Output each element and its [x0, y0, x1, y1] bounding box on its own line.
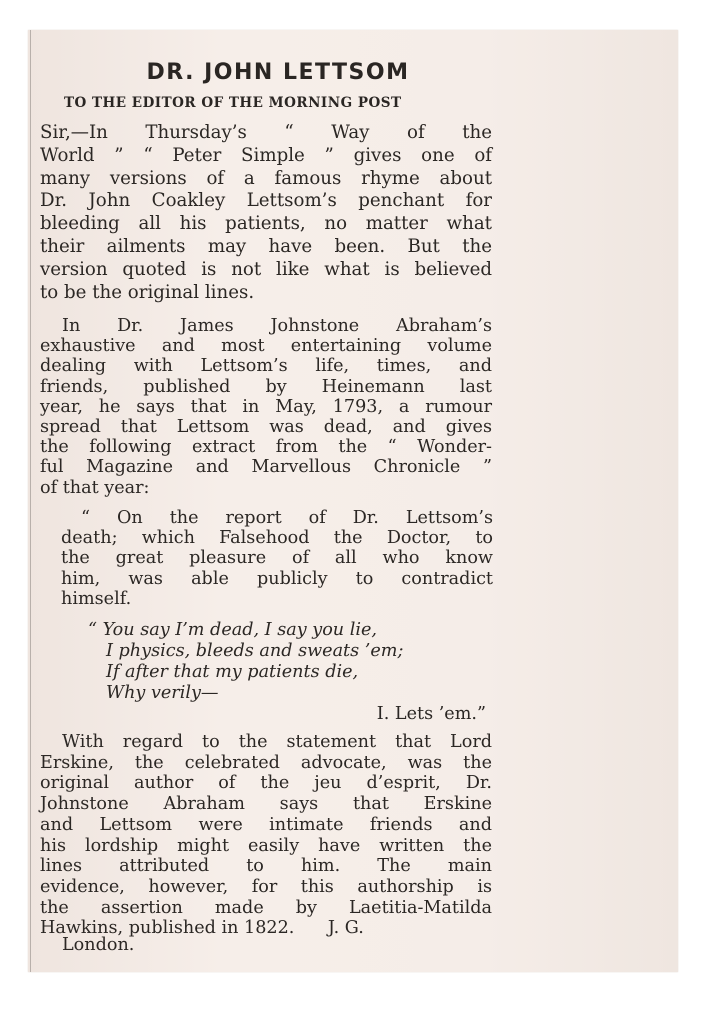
text-line: bleeding all his patients, no matter what	[40, 213, 492, 235]
paragraph-2	[40, 316, 492, 498]
text-line: lines attributed to him. The main	[40, 856, 492, 877]
text-line: ful Magazine and Marvellous Chronicle ”	[40, 457, 492, 478]
text-line: the assertion made by Laetitia-Matilda	[40, 897, 492, 918]
column-rule	[30, 30, 31, 972]
text-line: the following extract from the “ Wonder-	[40, 437, 492, 458]
verse-line: “ You say I’m dead, I say you lie,	[88, 620, 377, 640]
paragraph-3	[40, 732, 492, 939]
quoted-extract	[61, 508, 493, 609]
text-line: year, he says that in May, 1793, a rumour	[40, 396, 492, 417]
text-line: death; which Falsehood the Doctor, to	[61, 528, 493, 549]
text-line: World ” “ Peter Simple ” gives one of	[40, 144, 492, 166]
text-line: “ On the report of Dr. Lettsom’s	[81, 508, 493, 528]
text-line: evidence, however, for this authorship is	[40, 876, 492, 897]
verse-line: I physics, bleeds and sweats ’em;	[106, 641, 404, 661]
text-line: Johnstone Abraham says that Erskine	[40, 794, 492, 815]
headline: DR. JOHN LETTSOM	[146, 60, 410, 85]
text-line: of that year:	[40, 477, 150, 498]
subhead: TO THE EDITOR OF THE MORNING POST	[64, 95, 402, 111]
text-line: Sir,—In Thursday’s “ Way of the	[40, 122, 492, 143]
text-line: him, was able publicly to contradict	[61, 568, 493, 589]
text-line: Dr. John Coakley Lettsom’s penchant for	[40, 190, 492, 212]
text-line: the great pleasure of all who know	[61, 548, 493, 569]
text-line: to be the original lines.	[40, 281, 255, 303]
text-line: With regard to the statement that Lord	[62, 732, 492, 752]
text-line: many versions of a famous rhyme about	[40, 167, 492, 189]
paragraph-1	[40, 122, 492, 304]
text-line: version quoted is not like what is believed	[40, 258, 492, 280]
newspaper-clipping	[28, 30, 678, 972]
text-line: friends, published by Heinemann last	[40, 376, 492, 397]
verse-line: If after that my patients die,	[106, 662, 359, 682]
signoff: London.	[62, 935, 135, 955]
verse-line: I. Lets ’em.”	[376, 704, 486, 724]
text-line: Hawkins, published in 1822. J. G.	[40, 918, 364, 939]
text-line: dealing with Lettsom’s life, times, and	[40, 356, 492, 377]
text-line: his lordship might easily have written the	[40, 835, 492, 856]
text-line: original author of the jeu d’esprit, Dr.	[40, 773, 492, 794]
verse-line: Why verily—	[106, 683, 219, 703]
text-line: spread that Lettsom was dead, and gives	[40, 417, 492, 438]
verse	[88, 620, 508, 725]
text-line: their ailments may have been. But the	[40, 235, 492, 257]
text-line: and Lettsom were intimate friends and	[40, 814, 492, 835]
text-line: himself.	[61, 588, 132, 609]
text-line: exhaustive and most entertaining volume	[40, 336, 492, 357]
text-line: Erskine, the celebrated advocate, was the	[40, 752, 492, 773]
text-line: In Dr. James Johnstone Abraham’s	[62, 316, 492, 336]
